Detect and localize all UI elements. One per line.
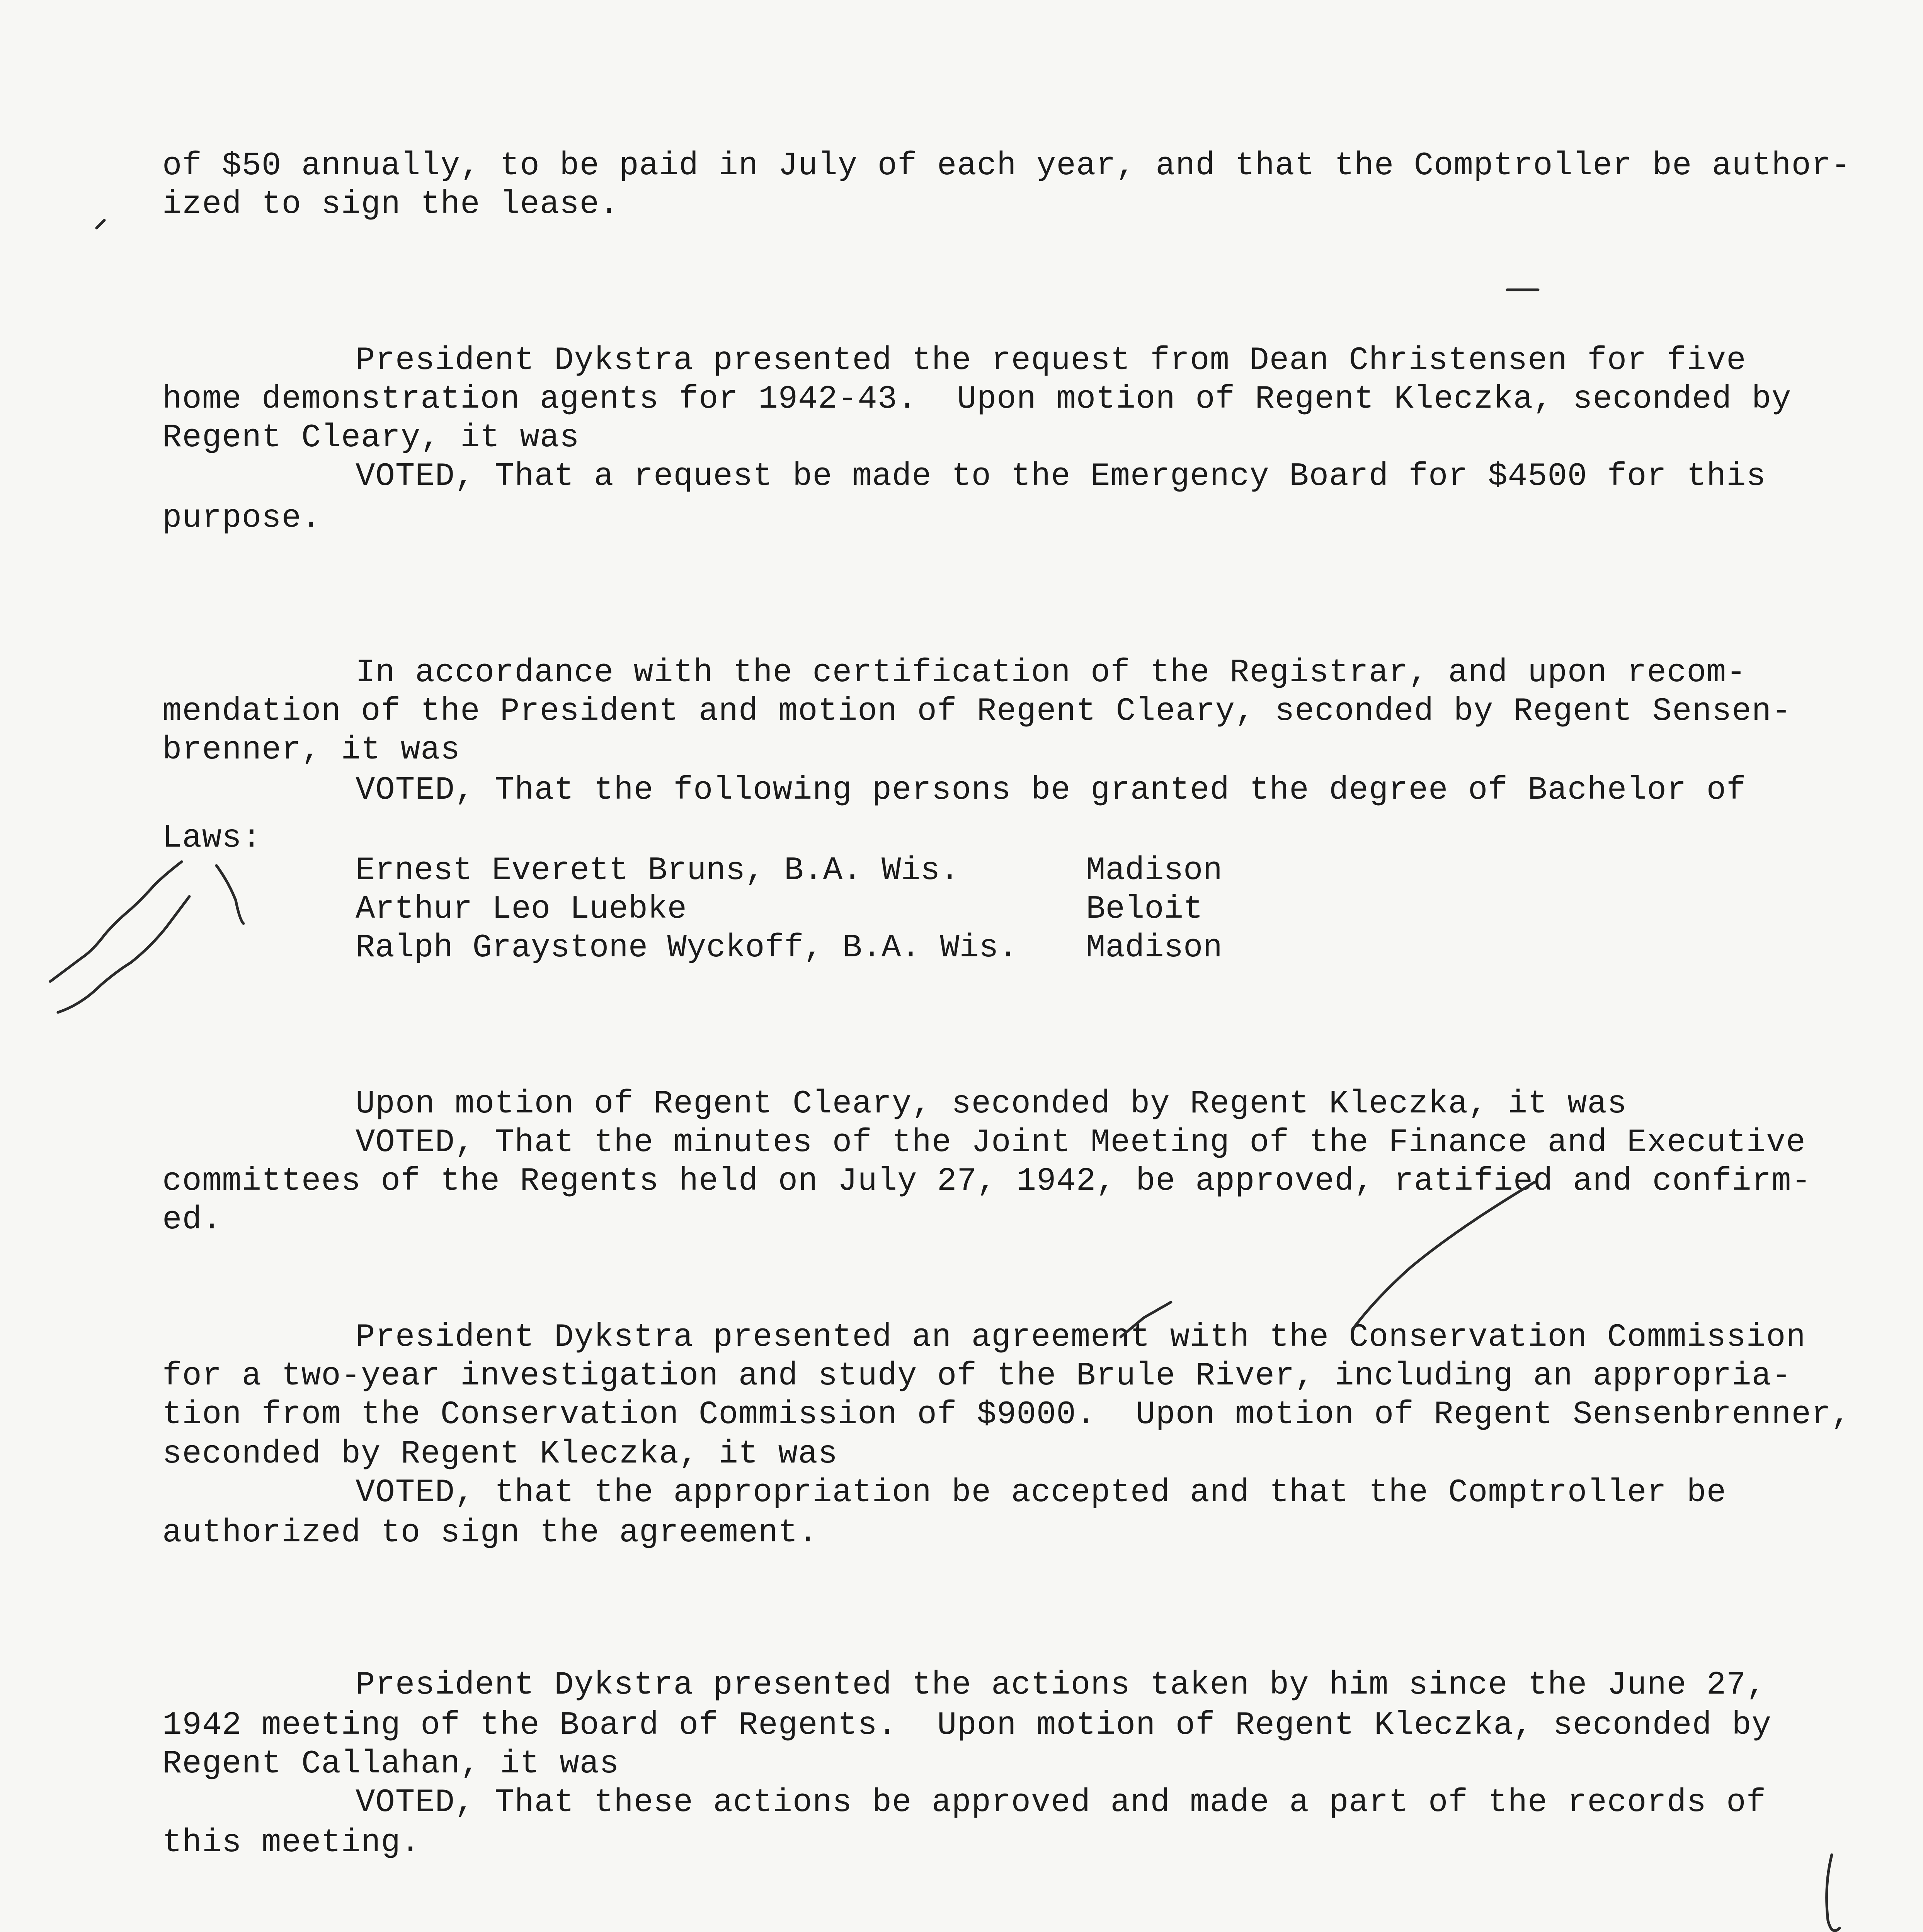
voted-line: VOTED, That a request be made to the Emergency Board for $4500 for this — [356, 458, 1766, 495]
check-mark — [1121, 1302, 1171, 1337]
text-line: 1942 meeting of the Board of Regents. Upon motion of Regent Kleczka, seconded by — [162, 1707, 1772, 1744]
voted-line: VOTED, that the appropriation be accepted and that the Comptroller be — [356, 1475, 1727, 1511]
text-line: In accordance with the certification of the Registrar, and upon recom- — [356, 655, 1746, 691]
text-line: Upon motion of Regent Cleary, seconded by Regent Kleczka, it was — [356, 1086, 1627, 1122]
text-line: Regent Cleary, it was — [162, 420, 580, 456]
graduate-name: Arthur Leo Luebke — [356, 891, 687, 928]
voted-line: VOTED, That the following persons be granted the degree of Bachelor of — [356, 772, 1746, 809]
text-line: brenner, it was — [162, 732, 461, 769]
text-line: President Dykstra presented the actions taken by him since the June 27, — [356, 1667, 1766, 1704]
text-line: Regent Callahan, it was — [162, 1746, 619, 1782]
text-line: authorized to sign the agreement. — [162, 1515, 818, 1551]
text-line: home demonstration agents for 1942-43. Upon motion of Regent Kleczka, seconded by — [162, 381, 1792, 418]
graduate-city: Madison — [1086, 852, 1222, 889]
margin-scribble — [1827, 1855, 1840, 1931]
graduate-city: Beloit — [1086, 891, 1203, 928]
text-line: President Dykstra presented an agreement with the Conservation Commission — [356, 1319, 1806, 1356]
text-line: President Dykstra presented the request from Dean Christensen for five — [356, 342, 1746, 379]
voted-line: VOTED, That the minutes of the Joint Meeting of the Finance and Executive — [356, 1124, 1806, 1161]
voted-line: VOTED, That these actions be approved and made a part of the records of — [356, 1784, 1766, 1821]
text-line: ed. — [162, 1202, 222, 1238]
handwritten-margin-note — [50, 862, 243, 1012]
text-line: purpose. — [162, 500, 322, 537]
text-line: this meeting. — [162, 1825, 421, 1861]
text-line: of $50 annually, to be paid in July of each year, and that the Comptroller be author- — [162, 148, 1851, 184]
text-line: committees of the Regents held on July 27, 1942, be approved, ratified and confirm- — [162, 1163, 1811, 1200]
text-line: mendation of the President and motion of Regent Cleary, seconded by Regent Sensen- — [162, 693, 1792, 730]
text-line: ized to sign the lease. — [162, 186, 619, 223]
check-mark — [1353, 1182, 1534, 1329]
text-line: for a two-year investigation and study of the Brule River, including an appropria- — [162, 1358, 1792, 1395]
text-line: tion from the Conservation Commission of $9000. Upon motion of Regent Sensenbrenner, — [162, 1396, 1851, 1433]
margin-tick — [97, 220, 104, 228]
graduate-name: Ralph Graystone Wyckoff, B.A. Wis. — [356, 930, 1018, 966]
graduate-name: Ernest Everett Bruns, B.A. Wis. — [356, 852, 960, 889]
text-line: Laws: — [162, 820, 262, 857]
text-line: seconded by Regent Kleczka, it was — [162, 1436, 838, 1473]
graduate-city: Madison — [1086, 930, 1222, 966]
